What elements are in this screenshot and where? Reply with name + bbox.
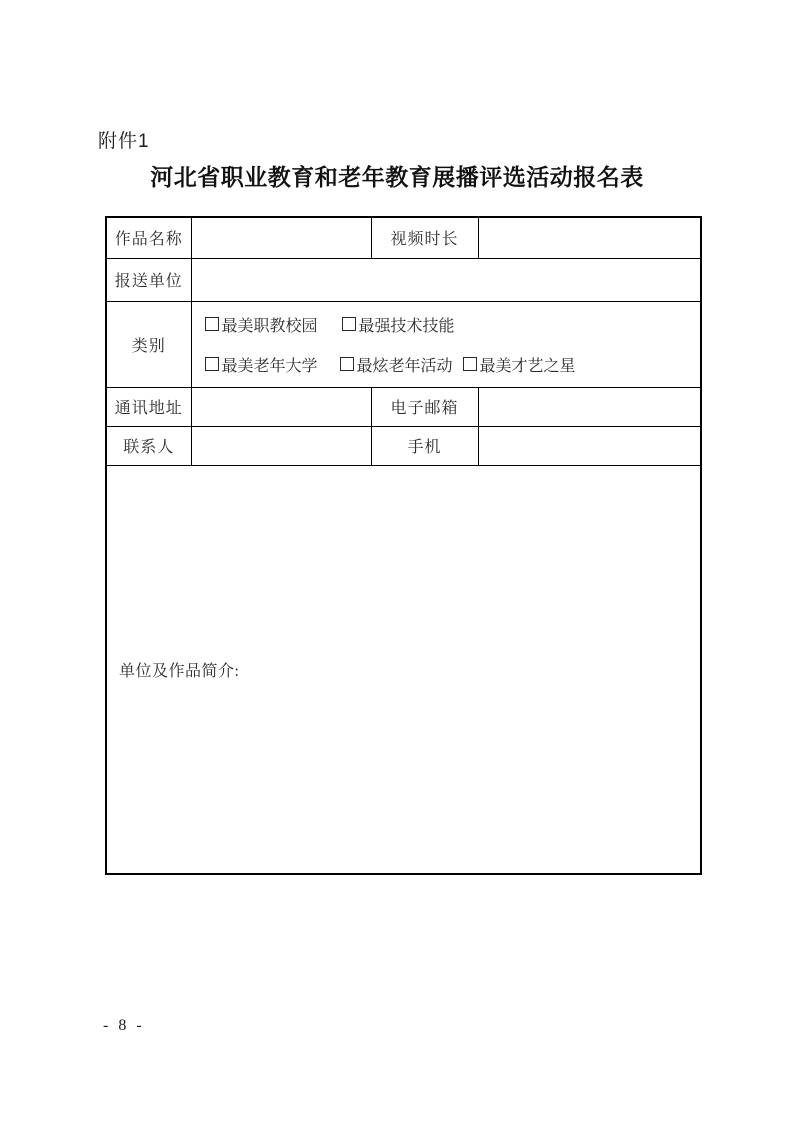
registration-form-table — [105, 216, 702, 875]
category-options — [205, 302, 701, 387]
mobile-label: 手机 — [371, 426, 478, 465]
work-name-label: 作品名称 — [106, 217, 191, 258]
checkbox-option-label: 最美职教校园 — [221, 317, 318, 335]
checkbox-icon — [340, 357, 354, 371]
address-label: 通讯地址 — [106, 387, 191, 426]
category-options-cell — [191, 301, 701, 387]
video-duration-label: 视频时长 — [371, 217, 478, 258]
submit-unit-value-cell — [191, 258, 701, 301]
checkbox-option — [205, 353, 318, 376]
category-options-line-2 — [205, 353, 701, 376]
mobile-value-cell — [478, 426, 701, 465]
table-row-category — [106, 301, 701, 387]
checkbox-icon — [342, 317, 356, 331]
attachment-label: 附件1 — [98, 131, 150, 152]
table-row-intro — [106, 465, 701, 874]
page-number: - 8 - — [103, 1017, 145, 1034]
email-value-cell — [478, 387, 701, 426]
checkbox-option — [342, 313, 455, 336]
table-row-submit-unit — [106, 258, 701, 301]
checkbox-option-label: 最炫老年活动 — [356, 357, 453, 375]
table-row-work-name — [106, 217, 701, 258]
page-title: 河北省职业教育和老年教育展播评选活动报名表 — [150, 165, 644, 190]
contact-label: 联系人 — [106, 426, 191, 465]
intro-cell — [106, 465, 701, 874]
category-label: 类别 — [106, 301, 191, 387]
intro-label: 单位及作品简介: — [119, 662, 240, 680]
checkbox-option-label: 最强技术技能 — [358, 317, 455, 335]
checkbox-icon — [205, 357, 219, 371]
checkbox-option-label: 最美老年大学 — [221, 357, 318, 375]
checkbox-icon — [205, 317, 219, 331]
work-name-value-cell — [191, 217, 371, 258]
table-row-contact — [106, 426, 701, 465]
checkbox-option — [205, 313, 318, 336]
email-label: 电子邮箱 — [371, 387, 478, 426]
checkbox-option — [340, 353, 453, 376]
checkbox-icon — [463, 357, 477, 371]
contact-value-cell — [191, 426, 371, 465]
checkbox-option-label: 最美才艺之星 — [479, 357, 576, 375]
submit-unit-label: 报送单位 — [106, 258, 191, 301]
video-duration-value-cell — [478, 217, 701, 258]
table-row-address — [106, 387, 701, 426]
checkbox-option — [463, 353, 576, 376]
address-value-cell — [191, 387, 371, 426]
category-options-line-1 — [205, 313, 701, 336]
